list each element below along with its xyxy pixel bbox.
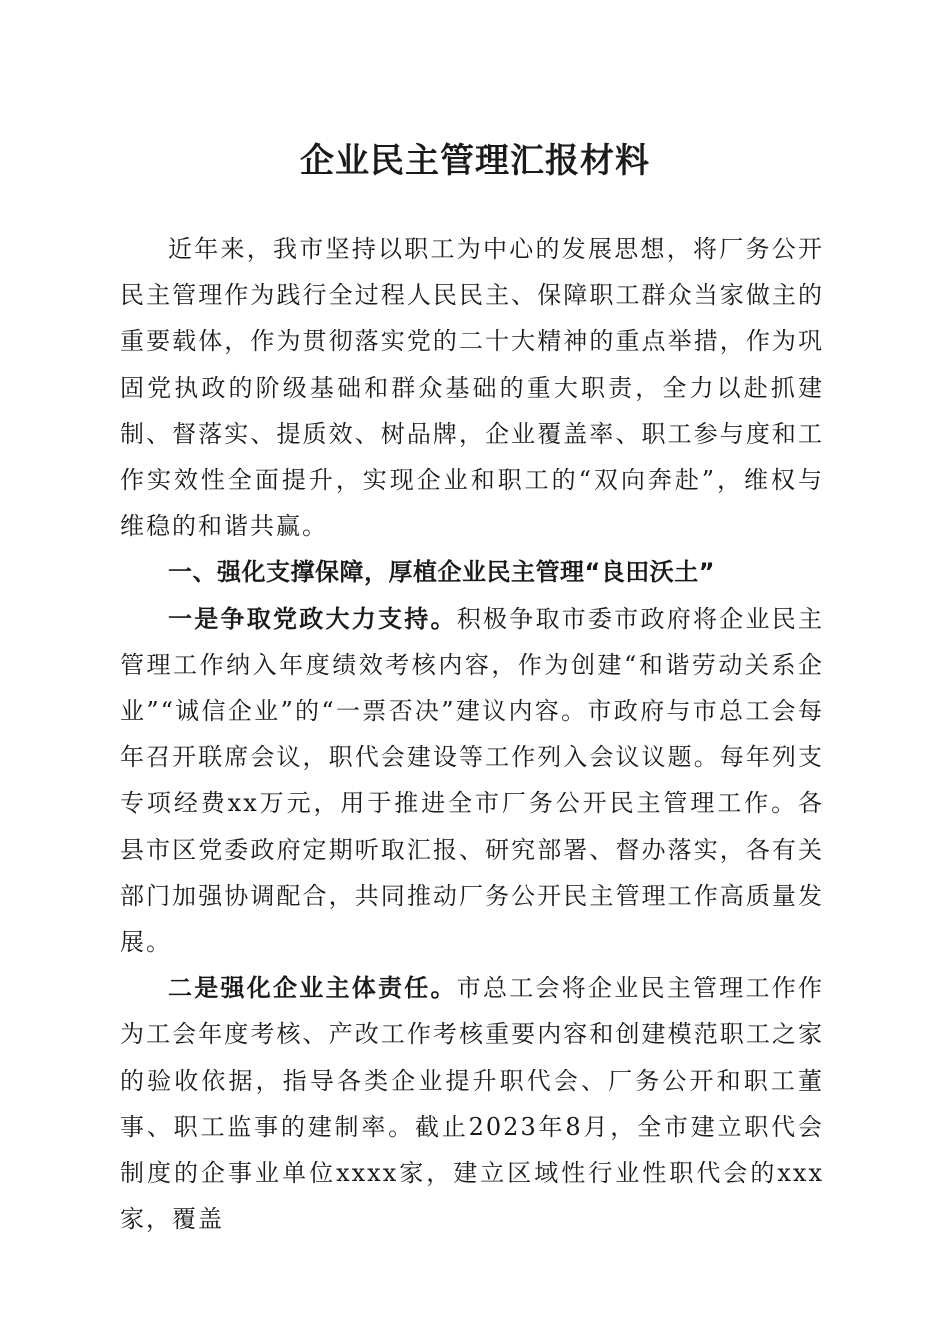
point-text: 市总工会将企业民主管理工作作为工会年度考核、产改工作考核重要内容和创建模范职工之家的验收依据，指导各类企业提升职代会、厂务公开和职工董事、职工监事的建制率。截止2023年8月，全市建立职代会制度的企事业单位xxxx家，建立区域性行业性职代会的xxx家，覆盖	[120, 974, 824, 1234]
section-heading: 一、强化支撑保障，厚植企业民主管理“良田沃土”	[168, 558, 716, 587]
point-lead: 一是争取党政大力支持。	[168, 603, 457, 633]
point-paragraph	[120, 965, 824, 1242]
document-title: 企业民主管理汇报材料	[300, 141, 650, 181]
intro-paragraph: 近年来，我市坚持以职工为中心的发展思想，将厂务公开民主管理作为践行全过程人民民主、保障职工群众当家做主的重要载体，作为贯彻落实党的二十大精神的重点举措，作为巩固党执政的阶级基础和群众基础的重大职责，全力以赴抓建制、督落实、提质效、树品牌，企业覆盖率、职工参与度和工作实效性全面提升，实现企业和职工的“双向奔赴”，维权与维稳的和谐共赢。	[120, 235, 824, 541]
document-body	[120, 226, 824, 1242]
point-lead: 二是强化企业主体责任。	[168, 973, 457, 1003]
point-text: 积极争取市委市政府将企业民主管理工作纳入年度绩效考核内容，作为创建“和谐劳动关系企业”“诚信企业”的“一票否决”建议内容。市政府与市总工会每年召开联席会议，职代会建设等工作列入会议议题。每年列支专项经费xx万元，用于推进全市厂务公开民主管理工作。各县市区党委政府定期听取汇报、研究部署、督办落实，各有关部门加强协调配合，共同推动厂务公开民主管理工作高质量发展。	[120, 604, 824, 957]
point-paragraph	[120, 596, 824, 966]
